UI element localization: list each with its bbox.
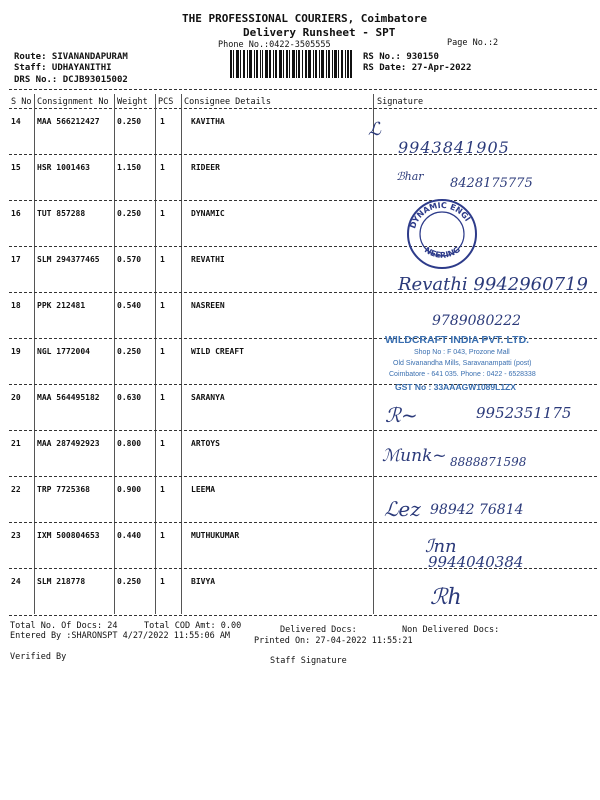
col-divider (181, 94, 182, 614)
row-pcs: 1 (160, 577, 165, 586)
entered-by: Entered By :SHARONSPT 4/27/2022 11:55:06 AM (10, 631, 231, 641)
row-sno: 22 (11, 485, 21, 494)
stamp-company: WILDCRAFT INDIA PVT. LTD. (385, 334, 530, 346)
page-number: Page No.:2 (447, 38, 499, 48)
row-sno: 23 (11, 531, 21, 540)
non-delivered-docs: Non Delivered Docs: (402, 625, 500, 635)
route-label: Route: SIVANANDAPURAM (14, 52, 128, 62)
row-weight: 0.250 (117, 577, 142, 586)
total-cod: Total COD Amt: 0.00 (144, 621, 242, 631)
wildcraft-stamp (385, 334, 580, 400)
row-consignee: NASREEN (191, 301, 225, 310)
row-sno: 17 (11, 255, 21, 264)
row-consignment-no: NGL 1772004 (37, 347, 90, 356)
row-consignment-no: MAA 287492923 (37, 439, 100, 448)
row-consignment-no: IXM 500804653 (37, 531, 100, 540)
row-consignment-no: MAA 566212427 (37, 117, 100, 126)
signature-15: 8428175775 (450, 176, 533, 191)
drs-number: DRS No.: DCJB93015002 (14, 75, 128, 85)
row-separator (9, 522, 597, 523)
row-consignee: SARANYA (191, 393, 225, 402)
signature-22: 98942 76814 (430, 502, 524, 518)
signature-mark: ℒ (368, 119, 381, 140)
row-consignee: WILD CREAFT (191, 347, 244, 356)
col-header-pcs: PCS (158, 97, 174, 107)
row-pcs: 1 (160, 163, 165, 172)
row-weight: 0.250 (117, 347, 142, 356)
row-sno: 14 (11, 117, 21, 126)
row-weight: 0.250 (117, 117, 142, 126)
runsheet-title: Delivery Runsheet - SPT (243, 26, 396, 39)
col-header-consignment: Consignment No (37, 97, 109, 107)
row-weight: 0.900 (117, 485, 142, 494)
row-separator (9, 430, 597, 431)
col-divider (155, 94, 156, 614)
row-pcs: 1 (160, 255, 165, 264)
row-weight: 0.250 (117, 209, 142, 218)
row-consignee: DYNAMIC (191, 209, 225, 218)
signature-14: 9943841905 (398, 138, 510, 157)
staff-signature-label: Staff Signature (270, 656, 347, 666)
table-bottom-line (9, 615, 597, 616)
row-consignee: LEEMA (191, 485, 216, 494)
signature-mark: ℒez (384, 497, 421, 521)
col-divider (373, 94, 374, 614)
col-header-sno: S No (11, 97, 32, 107)
row-weight: 0.570 (117, 255, 142, 264)
signature-20: 9952351175 (476, 404, 572, 422)
row-consignment-no: TUT 857288 (37, 209, 86, 218)
row-pcs: 1 (160, 301, 165, 310)
signature-21: 8888871598 (450, 455, 527, 469)
row-sno: 20 (11, 393, 21, 402)
row-sno: 18 (11, 301, 21, 310)
stamp-city: Coimbatore - 641 035. Phone : 0422 - 6528338 (389, 371, 536, 378)
col-header-signature: Signature (377, 97, 424, 107)
row-separator (9, 246, 597, 247)
signature-17: Revathi 9942960719 (398, 274, 588, 295)
row-pcs: 1 (160, 393, 165, 402)
row-pcs: 1 (160, 117, 165, 126)
row-sno: 21 (11, 439, 21, 448)
rs-date: RS Date: 27-Apr-2022 (363, 63, 472, 73)
row-separator (9, 200, 597, 201)
signature-mark: ℳunk~ (382, 446, 447, 466)
col-divider (114, 94, 115, 614)
row-weight: 0.800 (117, 439, 142, 448)
row-pcs: 1 (160, 347, 165, 356)
stamp-text-top: DYNAMIC ENGI (408, 200, 473, 230)
signature-18: 9789080222 (432, 313, 522, 329)
stamp-shop: Shop No : F 043, Prozone Mall (414, 349, 510, 356)
row-pcs: 1 (160, 485, 165, 494)
signature-23: 9944040384 (428, 553, 524, 571)
row-weight: 0.440 (117, 531, 142, 540)
row-consignment-no: MAA 564495182 (37, 393, 100, 402)
col-divider (34, 94, 35, 614)
row-weight: 0.630 (117, 393, 142, 402)
row-consignee: BIVYA (191, 577, 216, 586)
row-sno: 16 (11, 209, 21, 218)
staff-label: Staff: UDHAYANITHI (14, 63, 112, 73)
row-sno: 24 (11, 577, 21, 586)
printed-on: Printed On: 27-04-2022 11:55:21 (254, 636, 413, 646)
barcode-image (230, 50, 352, 78)
stamp-gst: GST No : 33AAAGW1089L1ZX (395, 382, 516, 392)
verified-by: Verified By (10, 652, 67, 662)
delivered-docs: Delivered Docs: (280, 625, 357, 635)
total-docs: Total No. Of Docs: 24 (10, 621, 118, 631)
row-pcs: 1 (160, 439, 165, 448)
stamp-text-bottom: NEERING (422, 244, 462, 260)
dynamic-stamp (404, 196, 480, 272)
rs-number: RS No.: 930150 (363, 52, 439, 62)
row-consignee: REVATHI (191, 255, 225, 264)
row-weight: 0.540 (117, 301, 142, 310)
table-top-line (9, 89, 597, 90)
col-header-consignee: Consignee Details (184, 97, 271, 107)
signature-mark: ℛ~ (385, 403, 418, 427)
row-consignment-no: HSR 1001463 (37, 163, 90, 172)
row-consignee: RIDEER (191, 163, 220, 172)
phone-number: Phone No.:0422-3505555 (218, 40, 331, 50)
row-sno: 19 (11, 347, 21, 356)
signature-mark: ℬhar (396, 170, 424, 183)
row-sno: 15 (11, 163, 21, 172)
row-consignment-no: TRP 7725368 (37, 485, 90, 494)
row-consignment-no: SLM 294377465 (37, 255, 100, 264)
row-consignee: MUTHUKUMAR (191, 531, 240, 540)
row-pcs: 1 (160, 209, 165, 218)
row-separator (9, 476, 597, 477)
header-bottom-line (9, 108, 597, 109)
row-consignee: ARTOYS (191, 439, 220, 448)
signature-mark: ℛh (430, 585, 462, 610)
row-weight: 1.150 (117, 163, 142, 172)
row-consignee: KAVITHA (191, 117, 225, 126)
row-consignment-no: SLM 218778 (37, 577, 86, 586)
signature-mark: ℐnn (425, 536, 457, 557)
row-pcs: 1 (160, 531, 165, 540)
stamp-address: Old Sivanandha Mills, Saravanampatti (post) (393, 360, 532, 367)
row-consignment-no: PPK 212481 (37, 301, 86, 310)
company-title: THE PROFESSIONAL COURIERS, Coimbatore (182, 12, 428, 25)
col-header-weight: Weight (117, 97, 148, 107)
